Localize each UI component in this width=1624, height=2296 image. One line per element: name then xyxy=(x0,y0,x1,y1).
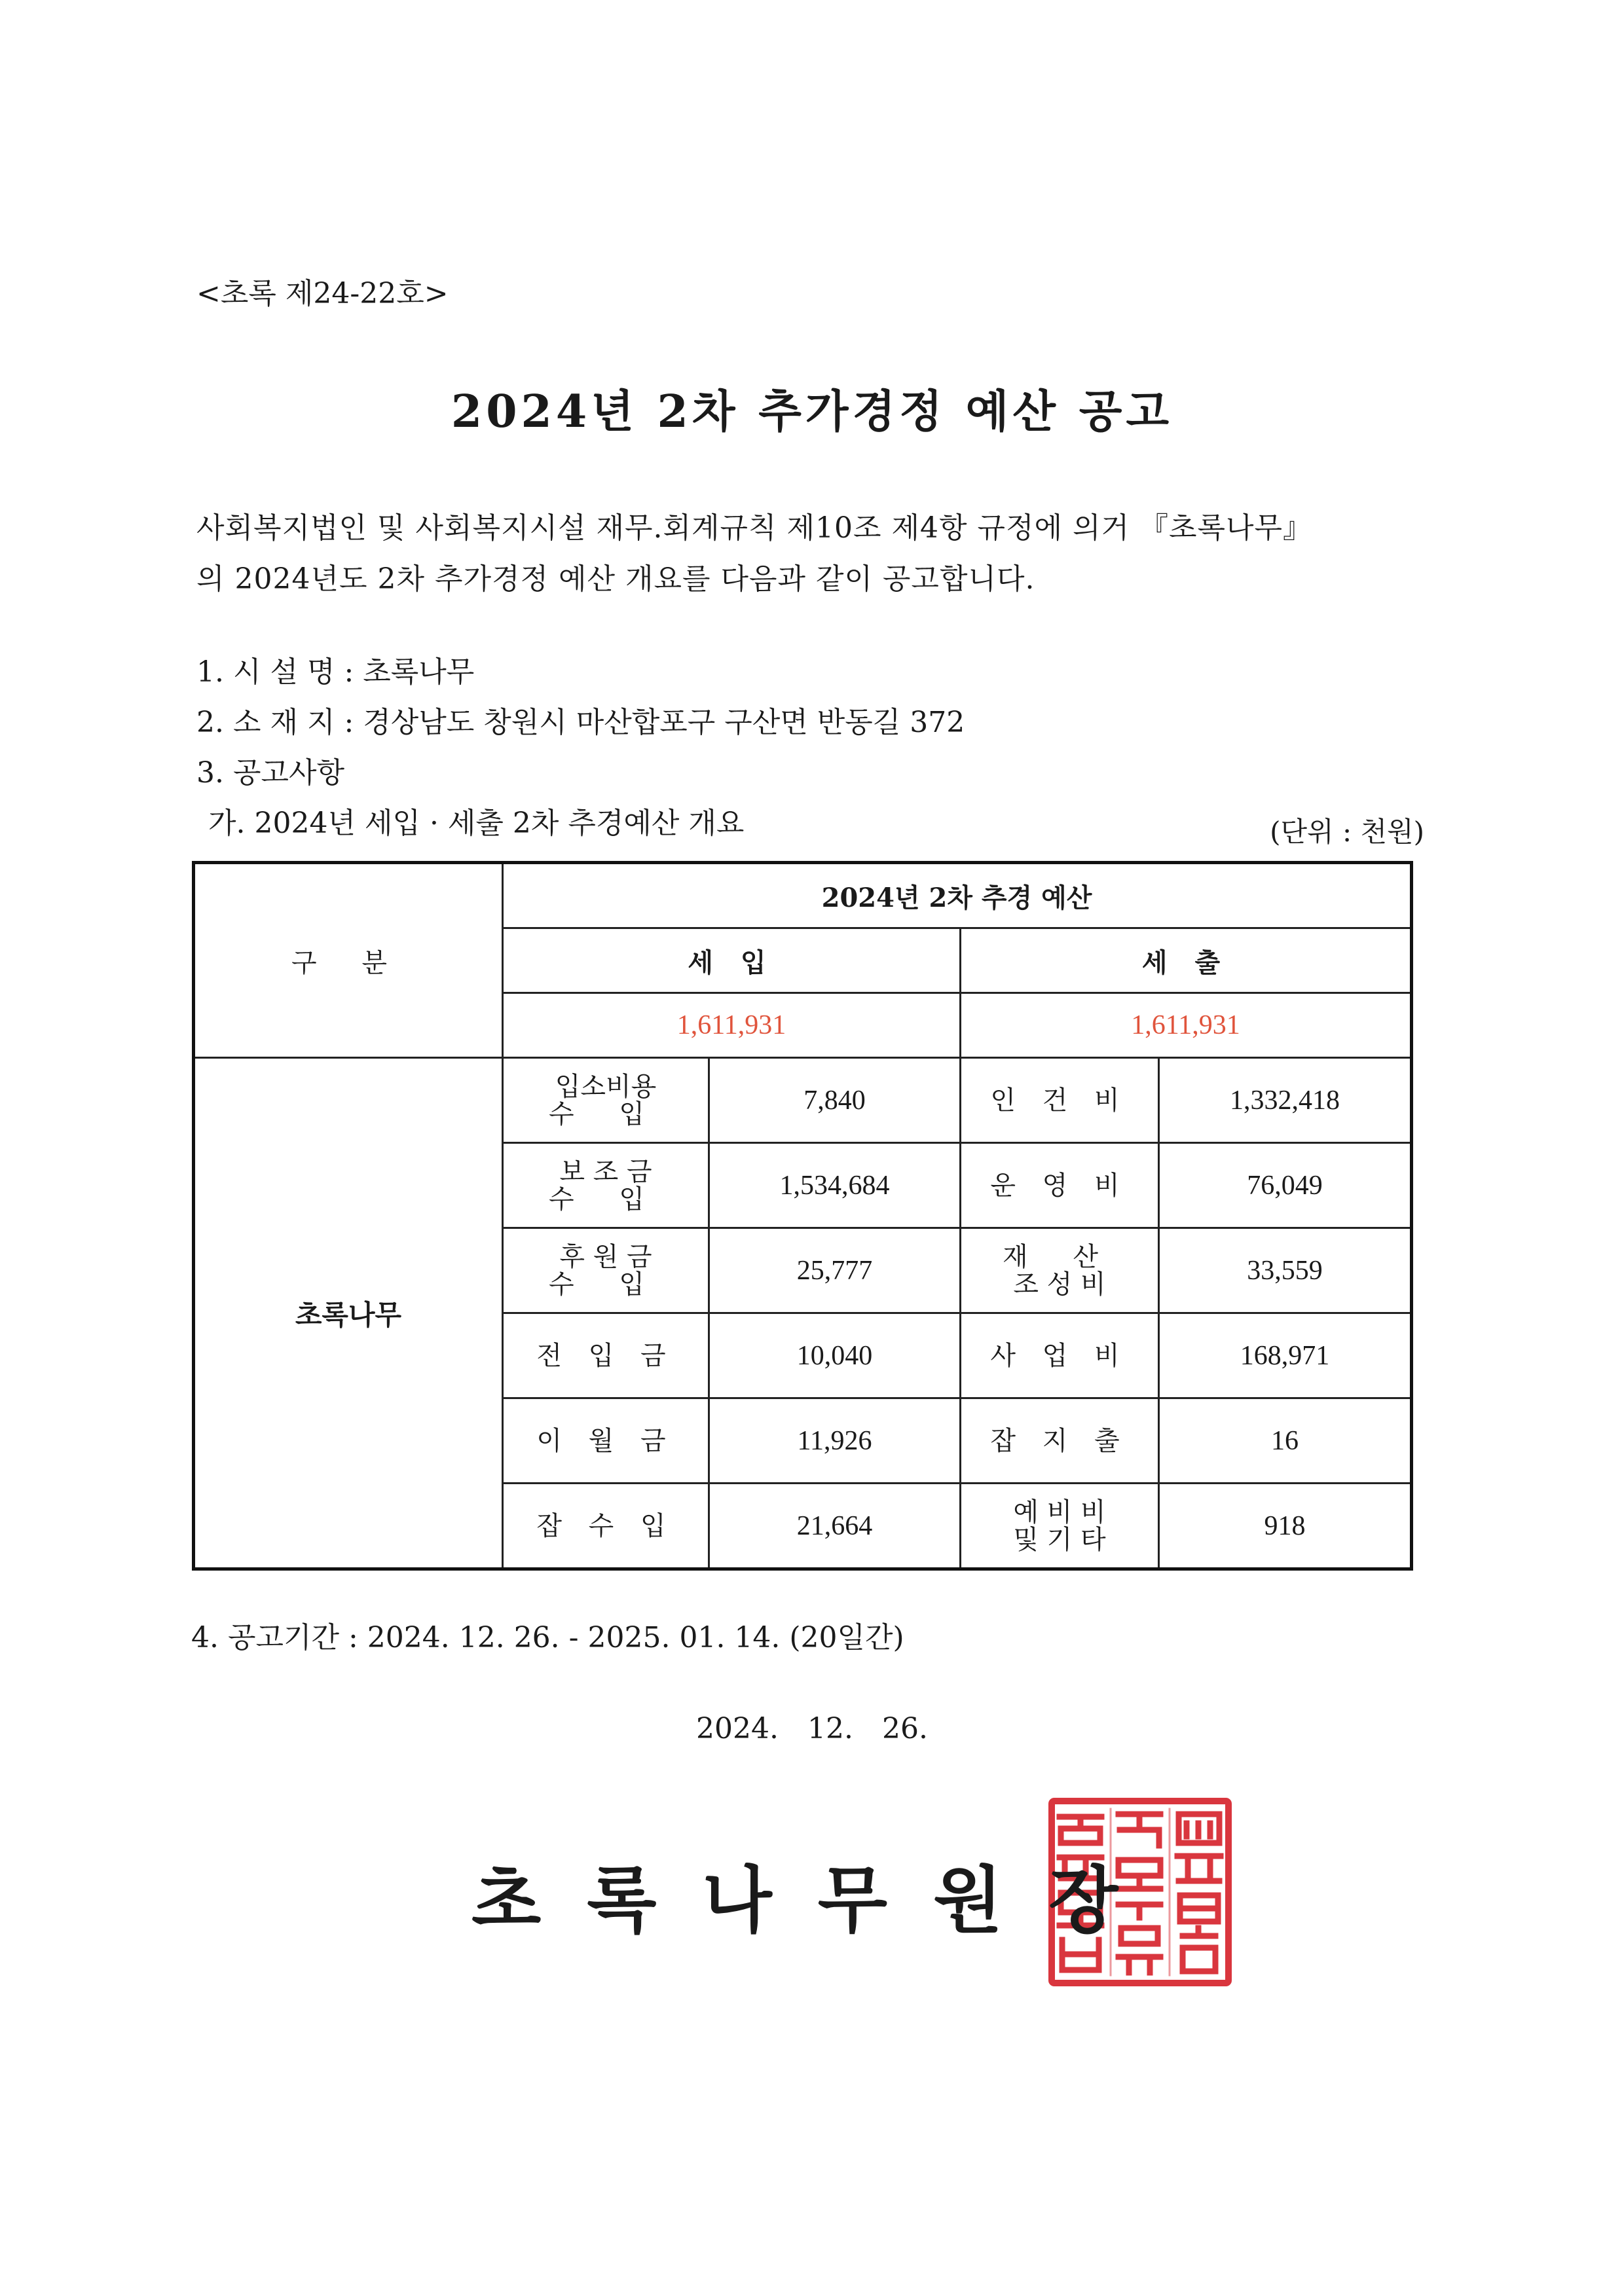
expense-value: 76,049 xyxy=(1159,1143,1412,1228)
budget-title: 2024년 2차 추경 예산 xyxy=(503,863,1412,928)
expense-item-line1: 재 산 xyxy=(1003,1241,1116,1272)
revenue-value: 10,040 xyxy=(709,1313,961,1398)
page-title: 2024년 2차 추가경정 예산 공고 xyxy=(451,386,1173,438)
revenue-item-line1: 후 원 금 xyxy=(559,1241,652,1272)
notice-subheading: 가. 2024년 세입 · 세출 2차 추경예산 개요 xyxy=(208,807,745,840)
facility-location: 2. 소 재 지 : 경상남도 창원시 마산합포구 구산면 반동길 372 xyxy=(196,706,965,739)
division-header: 구 분 xyxy=(194,863,503,1058)
expense-value: 1,332,418 xyxy=(1159,1058,1412,1143)
revenue-item xyxy=(503,1143,709,1228)
revenue-item: 잡 수 입 xyxy=(503,1484,709,1569)
expense-total: 1,611,931 xyxy=(961,993,1412,1058)
budget-table xyxy=(192,861,1413,1571)
expense-item-line2: 조 성 비 xyxy=(1013,1269,1106,1300)
expense-item: 인 건 비 xyxy=(961,1058,1159,1143)
intro-line-1: 사회복지법인 및 사회복지시설 재무.회계규칙 제10조 제4항 규정에 의거 『초록나무』 xyxy=(196,511,1312,545)
expense-item xyxy=(961,1228,1159,1313)
revenue-value: 7,840 xyxy=(709,1058,961,1143)
intro-line-2: 의 2024년도 2차 추가경정 예산 개요를 다음과 같이 공고합니다. xyxy=(196,562,1035,596)
notice-heading: 3. 공고사항 xyxy=(196,756,344,790)
expense-value: 33,559 xyxy=(1159,1228,1412,1313)
revenue-total: 1,611,931 xyxy=(503,993,961,1058)
revenue-item-line1: 보 조 금 xyxy=(559,1156,652,1187)
revenue-value: 25,777 xyxy=(709,1228,961,1313)
expense-item-line1: 예 비 비 xyxy=(1013,1497,1106,1527)
facility-name: 1. 시 설 명 : 초록나무 xyxy=(196,655,475,689)
document-number: <초록 제24-22호> xyxy=(196,277,449,310)
revenue-item: 이 월 금 xyxy=(503,1398,709,1484)
expense-value: 168,971 xyxy=(1159,1313,1412,1398)
expense-item xyxy=(961,1484,1159,1569)
notice-date: 2024. 12. 26. xyxy=(696,1712,928,1745)
revenue-item xyxy=(503,1228,709,1313)
revenue-value: 11,926 xyxy=(709,1398,961,1484)
expense-item: 사 업 비 xyxy=(961,1313,1159,1398)
expense-value: 918 xyxy=(1159,1484,1412,1569)
revenue-item-line2: 수 입 xyxy=(549,1184,663,1214)
expense-item: 잡 지 출 xyxy=(961,1398,1159,1484)
revenue-header: 세 입 xyxy=(503,928,961,993)
revenue-item-line1: 입소비용 xyxy=(555,1071,657,1102)
revenue-item xyxy=(503,1058,709,1143)
notice-period: 4. 공고기간 : 2024. 12. 26. - 2025. 01. 14. (20일간) xyxy=(191,1621,904,1654)
revenue-item-line2: 수 입 xyxy=(549,1269,663,1300)
revenue-value: 21,664 xyxy=(709,1484,961,1569)
expense-item-line2: 및 기 타 xyxy=(1013,1524,1106,1555)
table-header-row xyxy=(194,863,1412,928)
signer-name: 초록나무원장 xyxy=(471,1858,1164,1942)
organization-name: 초록나무 xyxy=(194,1058,503,1569)
revenue-item-line2: 수 입 xyxy=(549,1099,663,1129)
expense-header: 세 출 xyxy=(961,928,1412,993)
table-row xyxy=(194,1058,1412,1143)
revenue-item: 전 입 금 xyxy=(503,1313,709,1398)
unit-label: (단위 : 천원) xyxy=(1270,816,1424,848)
expense-item: 운 영 비 xyxy=(961,1143,1159,1228)
expense-value: 16 xyxy=(1159,1398,1412,1484)
revenue-value: 1,534,684 xyxy=(709,1143,961,1228)
